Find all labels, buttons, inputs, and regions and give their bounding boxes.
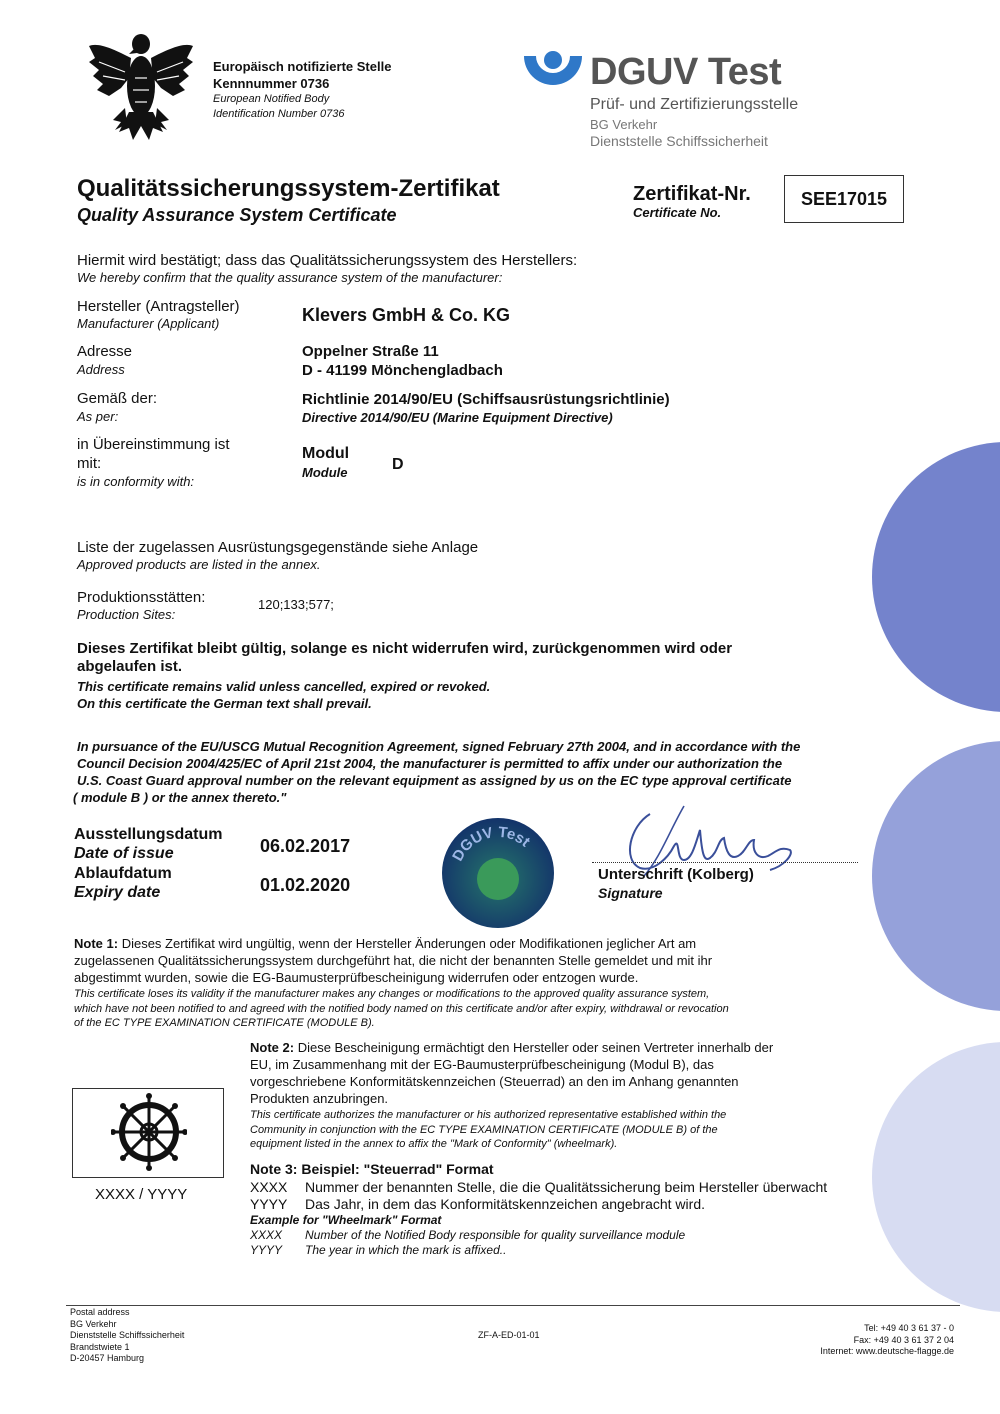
note-2-de bbox=[250, 1039, 773, 1107]
note-1-de-line-2: zugelassenen Qualitätssicherungssystem durchgeführt hat, die nicht der benannten Stelle gemeldet und mit ihr bbox=[74, 953, 713, 968]
note-3-yyyy-en-code: YYYY bbox=[250, 1243, 283, 1257]
manufacturer-label: Hersteller (Antragsteller) bbox=[77, 298, 240, 315]
note-1-en-line-2: which have not been notified to and agreed with the notified body named on this certificate and/or after expiry, withdrawal or revocation bbox=[74, 1002, 729, 1015]
signature-label-en: Signature bbox=[598, 885, 663, 901]
address-line-1: Oppelner Straße 11 bbox=[302, 343, 439, 360]
address-line-2: D - 41199 Mönchengladbach bbox=[302, 362, 503, 379]
footer-contact bbox=[820, 1323, 954, 1358]
signature-line bbox=[592, 862, 858, 863]
address-label-en: Address bbox=[77, 362, 125, 377]
footer-postal-line-1: Postal address bbox=[70, 1307, 130, 1317]
note-2-de-line-2: EU, im Zusammenhang mit der EG-Baumusterprüfbescheinigung (Modul B), das bbox=[250, 1057, 714, 1072]
note-1-label: Note 1: bbox=[74, 936, 119, 951]
notified-body-label-de: Europäisch notifizierte Stelle bbox=[213, 59, 392, 74]
footer-postal-line-3: Dienststelle Schiffssicherheit bbox=[70, 1330, 185, 1340]
note-3-xxxx: XXXX bbox=[250, 1179, 288, 1195]
note-2-en-line-1: This certificate authorizes the manufacturer or his authorized representative established within the bbox=[250, 1109, 727, 1121]
logo-subtitle-3: Dienststelle Schiffssicherheit bbox=[590, 133, 768, 149]
issue-date-label-en: Date of issue bbox=[74, 845, 174, 862]
signature-label: Unterschrift (Kolberg) bbox=[598, 866, 754, 883]
mra-line-2: Council Decision 2004/425/EC of April 21st 2004, the manufacturer is permitted to affix under our authorization the bbox=[77, 756, 783, 771]
issue-date-value: 06.02.2017 bbox=[260, 836, 351, 856]
directive-en: Directive 2014/90/EU (Marine Equipment Directive) bbox=[302, 410, 613, 425]
asper-label: Gemäß der: bbox=[77, 390, 158, 407]
module-label-en: Module bbox=[302, 465, 348, 480]
note-2-label: Note 2: bbox=[250, 1040, 295, 1055]
conformity-label-en: is in conformity with: bbox=[77, 474, 195, 489]
module-value: D bbox=[392, 456, 404, 473]
identification-number-de: Kennnummer 0736 bbox=[213, 76, 330, 91]
note-1-en-line-1: This certificate loses its validity if the manufacturer makes any changes or modifications to the approved quality assurance system, bbox=[74, 988, 710, 1000]
conformity-label-1: in Übereinstimmung ist bbox=[77, 436, 230, 453]
expiry-date-label-en: Expiry date bbox=[74, 884, 161, 901]
notified-body-label-en: European Notified Body bbox=[213, 93, 330, 105]
products-text: Liste der zugelassen Ausrüstungsgegenstände siehe Anlage bbox=[77, 539, 479, 556]
note-2-en-line-3: equipment listed in the annex to affix the "Mark of Conformity" (wheelmark). bbox=[250, 1138, 618, 1150]
page-title: Qualitätssicherungssystem-Zertifikat bbox=[77, 175, 500, 202]
note-1-de-line-1: Dieses Zertifikat wird ungültig, wenn der Hersteller Änderungen oder Modifikationen jeglicher Art am bbox=[121, 936, 697, 951]
note-1-en-line-3: of the EC TYPE EXAMINATION CERTIFICATE (MODULE B). bbox=[74, 1017, 375, 1029]
address-label: Adresse bbox=[77, 343, 133, 360]
certificate-number-label-en: Certificate No. bbox=[633, 205, 722, 220]
wheelmark-box bbox=[72, 1088, 224, 1178]
note-2-en-line-2: Community in conjunction with the EC TYPE EXAMINATION CERTIFICATE (MODULE B) of the bbox=[250, 1123, 718, 1136]
intro-text-en: We hereby confirm that the quality assurance system of the manufacturer: bbox=[77, 270, 503, 285]
note-3-label: Note 3: Beispiel: "Steuerrad" Format bbox=[250, 1161, 494, 1177]
federal-eagle-icon bbox=[85, 28, 197, 146]
note-3-yyyy-de: Das Jahr, in dem das Konformitätskennzeichen angebracht wird. bbox=[305, 1196, 705, 1212]
note-3-xxxx-en-code: XXXX bbox=[250, 1228, 283, 1242]
footer-fax: Fax: +49 40 3 61 37 2 04 bbox=[853, 1334, 954, 1345]
production-sites-value: 120;133;577; bbox=[258, 597, 334, 612]
note-1-de bbox=[74, 935, 712, 986]
note-2-en bbox=[250, 1108, 726, 1152]
certificate-number: SEE17015 bbox=[800, 189, 888, 209]
expiry-date-label: Ablaufdatum bbox=[74, 865, 172, 882]
mra-line-3: U.S. Coast Guard approval number on the relevant equipment as assigned by us on the EC type approval certificate bbox=[77, 773, 792, 788]
validity-en-line-2: On this certificate the German text shall prevail. bbox=[77, 696, 372, 711]
footer-postal-line-4: Brandstwiete 1 bbox=[70, 1341, 130, 1352]
intro-text-de: Hiermit wird bestätigt; dass das Qualitätssicherungssystem des Herstellers: bbox=[77, 252, 578, 269]
decorative-circle-top bbox=[872, 442, 1000, 712]
note-3-yyyy-en: The year in which the mark is affixed.. bbox=[305, 1243, 507, 1257]
logo-wordmark: DGUV Test bbox=[590, 51, 782, 93]
wheelmark-icon bbox=[111, 1093, 187, 1171]
wheelmark-caption: XXXX / YYYY bbox=[95, 1186, 188, 1203]
note-3-xxxx-de: Nummer der benannten Stelle, die die Qualitätssicherung beim Hersteller überwacht bbox=[305, 1179, 828, 1195]
footer-internet: Internet: www.deutsche-flagge.de bbox=[820, 1346, 954, 1356]
logo-subtitle-1: Prüf- und Zertifizierungsstelle bbox=[590, 96, 799, 113]
products-text-en: Approved products are listed in the annex. bbox=[77, 557, 321, 572]
identification-number-en: Identification Number 0736 bbox=[213, 108, 345, 120]
note-3-xxxx-en: Number of the Notified Body responsible for quality surveillance module bbox=[305, 1228, 686, 1242]
issue-date-label: Ausstellungsdatum bbox=[74, 826, 223, 843]
page-title-en: Quality Assurance System Certificate bbox=[77, 205, 397, 225]
asper-label-en: As per: bbox=[77, 409, 119, 424]
footer-tel: Tel: +49 40 3 61 37 - 0 bbox=[864, 1323, 954, 1333]
footer-postal-address bbox=[70, 1307, 184, 1365]
mra-line-4: ( module B ) or the annex thereto." bbox=[73, 790, 287, 805]
note-2-de-line-4: Produkten anzubringen. bbox=[250, 1091, 389, 1106]
seal-text: DGUV Test bbox=[449, 823, 534, 865]
expiry-date-value: 01.02.2020 bbox=[260, 875, 351, 895]
manufacturer-value: Klevers GmbH & Co. KG bbox=[302, 305, 511, 325]
directive-de: Richtlinie 2014/90/EU (Schiffsausrüstungsrichtlinie) bbox=[302, 391, 670, 408]
note-3-example-en: Example for "Wheelmark" Format bbox=[250, 1213, 442, 1227]
mra-line-1: In pursuance of the EU/USCG Mutual Recognition Agreement, signed February 27th 2004, and in accordance with the bbox=[77, 739, 801, 754]
note-3-yyyy: YYYY bbox=[250, 1196, 288, 1212]
validity-en-line-1: This certificate remains valid unless cancelled, expired or revoked. bbox=[77, 679, 491, 694]
seal-icon bbox=[436, 813, 560, 933]
certificate-number-label: Zertifikat-Nr. bbox=[633, 183, 751, 205]
footer-postal-line-5: D-20457 Hamburg bbox=[70, 1353, 145, 1363]
validity-de-line-1: Dieses Zertifikat bleibt gültig, solange es nicht widerrufen wird, zurückgenommen wird oder bbox=[77, 640, 733, 657]
note-1-de-line-3: abgestimmt wurden, sowie die EG-Baumusterprüfbescheinigung widerrufen oder entzogen wurde. bbox=[74, 970, 639, 985]
logo-subtitle-2: BG Verkehr bbox=[590, 117, 658, 132]
footer-divider bbox=[66, 1305, 960, 1306]
footer-postal-line-2: BG Verkehr bbox=[70, 1318, 117, 1329]
decorative-circle-bottom bbox=[872, 1042, 1000, 1312]
note-1-en bbox=[74, 987, 729, 1031]
dguv-logo-icon bbox=[522, 50, 584, 90]
note-2-de-line-3: vorgeschriebene Konformitätskennzeichen (Steuerrad) an den im Anhang genannten bbox=[250, 1074, 739, 1089]
manufacturer-label-en: Manufacturer (Applicant) bbox=[77, 316, 220, 331]
decorative-circle-middle bbox=[872, 741, 1000, 1011]
conformity-label-2: mit: bbox=[77, 455, 102, 472]
footer-form-code: ZF-A-ED-01-01 bbox=[478, 1330, 540, 1340]
production-sites-label-en: Production Sites: bbox=[77, 607, 176, 622]
validity-de-line-2: abgelaufen ist. bbox=[77, 658, 183, 675]
certificate-number-box bbox=[784, 175, 904, 223]
note-2-de-line-1: Diese Bescheinigung ermächtigt den Hersteller oder seinen Vertreter innerhalb der bbox=[297, 1040, 774, 1055]
production-sites-label: Produktionsstätten: bbox=[77, 589, 206, 606]
module-label: Modul bbox=[302, 445, 350, 462]
